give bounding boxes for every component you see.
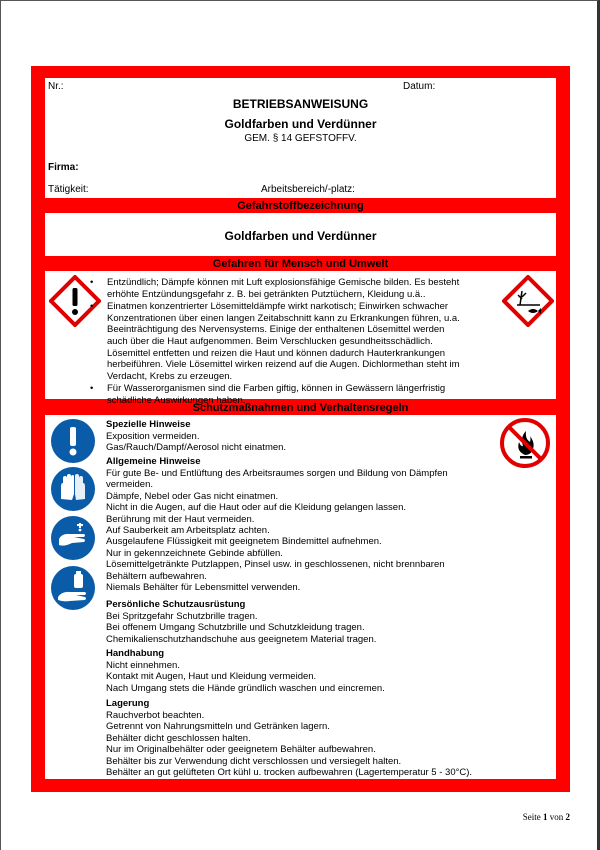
measures-storage: Lagerung Rauchverbot beachten. Getrennt von Nahrungsmitteln und Getränken lagern. Behälter dicht geschlossen halten. Nur im Originalbehälter oder geeignetem Behälter aufbewahren. Behälter bis zur Verwendung dicht verschlossen und versiegelt halten. Behälter an gut gelüfteten Ort kühl u. trocken aufbewahren (Lagertemperatur 5 - 30°C). (106, 698, 473, 779)
document-subtitle: Goldfarben und Verdünner (224, 117, 377, 131)
section-title-substance: Gefahrstoffbezeichnung (237, 200, 364, 212)
hazards-box (45, 271, 556, 406)
hazard-item: • Entzündlich; Dämpfe können mit Luft explosionsfähige Gemische bilden. Es besteht erhöhte Entzündungsgefahr z. B. bei getränkten Putztüchern, Kleidung u.ä.. (90, 277, 460, 300)
taetigkeit-label: Tätigkeit: (48, 184, 89, 195)
document-title: BETRIEBSANWEISUNG (232, 97, 369, 111)
arbeitsbereich-label: Arbeitsbereich/-platz: (261, 184, 355, 195)
gloves-icon (50, 466, 96, 512)
hand-cream-icon (50, 565, 96, 611)
general-mandatory-icon (50, 418, 96, 464)
firma-label: Firma: (48, 162, 79, 173)
substance-name-box (45, 213, 556, 256)
hazard-item: • Für Wasserorganismen sind die Farben giftig, können in Gewässern längerfristig schädliche Auswirkungen haben. (90, 383, 446, 406)
section-title-measures: Schutzmaßnahmen und Verhaltensregeln (192, 402, 409, 414)
nr-label: Nr.: (48, 81, 64, 92)
environment-pictogram-icon (502, 275, 554, 327)
substance-name: Goldfarben und Verdünner (224, 229, 377, 243)
measures-handling: Handhabung Nicht einnehmen. Kontakt mit Augen, Haut und Kleidung vermeiden. Nach Umgang stets die Hände gründlich waschen und eincremen. (106, 648, 385, 694)
datum-label: Datum: (403, 81, 436, 92)
measures-special: Spezielle Hinweise Exposition vermeiden. Gas/Rauch/Dampf/Aerosol nicht einatmen. (106, 419, 287, 454)
operating-instruction-sheet (31, 66, 570, 792)
measures-general: Allgemeine Hinweise Für gute Be- und Entlüftung des Arbeitsraumes sorgen und Bildung von Dämpfen vermeiden. Dämpfe, Nebel oder Gas nicht einatmen. Nicht in die Augen, auf die Haut oder auf die Kleidung gelangen lassen. Berührung mit der Haut vermeiden. Auf Sauberkeit am Arbeitsplatz achten. Ausgelaufene Flüssigkeit mit geeignetem Bindemittel aufnehmen. Nur in gekennzeichnete Gebinde abfüllen. Lösemittelgetränkte Putzlappen, Pinsel usw. in geschlossenen, nicht brennbaren Behältern aufbewahren. Niemals Behälter für Lebensmittel verwenden. (106, 456, 448, 594)
header-box (45, 78, 556, 198)
section-title-hazards: Gefahren für Mensch und Umwelt (212, 258, 389, 270)
legal-reference: GEM. § 14 GEFSTOFFV. (244, 133, 357, 144)
page-number: Seite 1 von 2 (522, 812, 570, 822)
hazard-item: • Einatmen konzentrierter Lösemitteldämpfe wirkt narkotisch; Einwirken schwacher Konzentrationen über einen langen Zeitabschnitt kann zu Erkrankungen führen, u.a. Beeinträchtigung des Nervensystems. Einige der enthaltenen Lösemittel werden auch über die Haut aufgenommen. Beim Verschlucken gesundheitsschädlich. Lösemittel entfetten und reizen die Haut und können dadurch Hauterkrankungen herbeiführen. Viele Lösemittel wirken reizend auf die Augen. Dichlormethan steht im Verdacht, Krebs zu erzeugen. (90, 301, 460, 382)
measures-ppe: Persönliche Schutzausrüstung Bei Spritzgefahr Schutzbrille tragen. Bei offenem Umgang Schutzbrille und Schutzkleidung tragen. Chemikalienschutzhandschuhe aus geeignetem Material tragen. (106, 599, 377, 645)
hand-wash-icon (50, 515, 96, 561)
measures-box (45, 415, 556, 779)
hazard-list (90, 277, 507, 408)
